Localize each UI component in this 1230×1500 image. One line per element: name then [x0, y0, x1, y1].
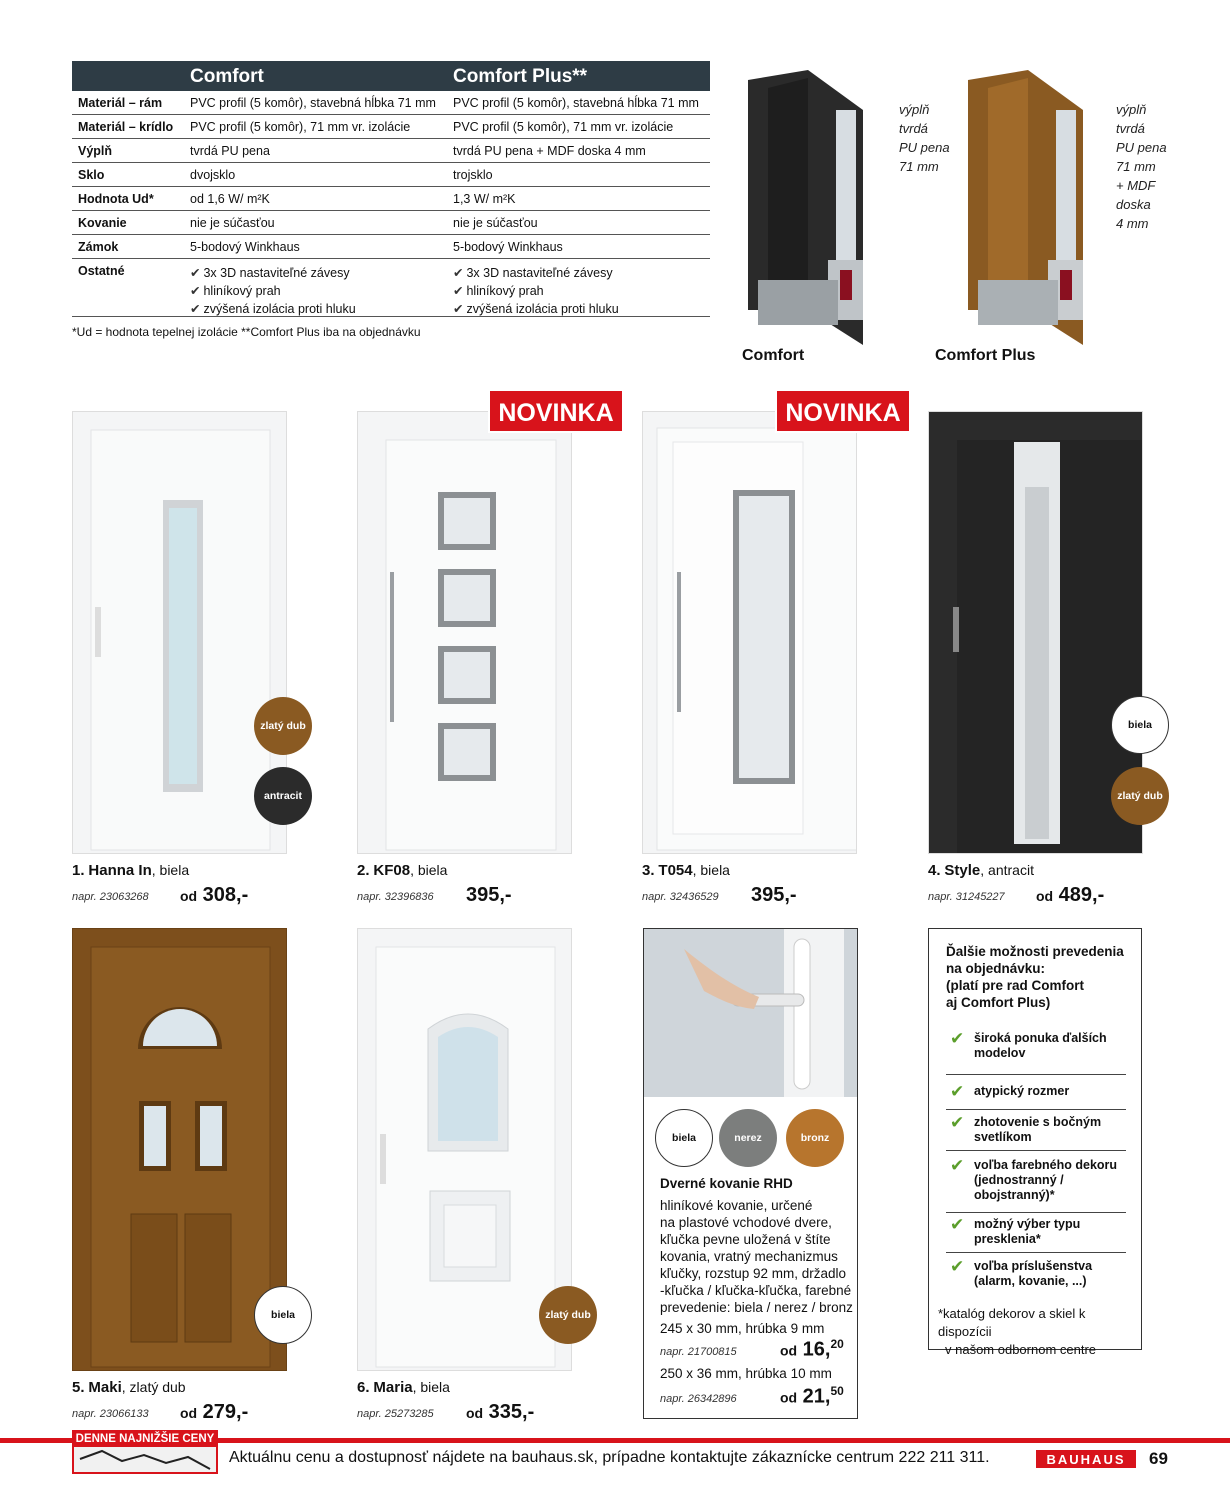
spec-row-label: Sklo: [78, 168, 105, 182]
spec-row: [72, 211, 710, 235]
spec-row: [72, 235, 710, 259]
check-icon: ✔: [190, 266, 201, 280]
spec-footnote: *Ud = hodnota tepelnej izolácie **Comfort Plus iba na objednávku: [72, 325, 421, 339]
other-item: hliníkový prah: [466, 284, 544, 298]
check-icon: ✔: [950, 1257, 965, 1276]
spec-row-label: Kovanie: [78, 216, 127, 230]
other-item: 3x 3D nastaviteľné závesy: [203, 266, 350, 280]
product-name: 3. T054, biela: [642, 862, 730, 879]
option-item: ✔ široká ponuka ďalších modelov: [946, 1031, 1126, 1075]
spec-row: [72, 91, 710, 115]
price: od 16,20: [780, 1337, 844, 1361]
check-icon: ✔: [190, 302, 201, 316]
check-icon: ✔: [190, 284, 201, 298]
spec-row-comfort: PVC profil (5 komôr), 71 mm vr. izolácie: [190, 120, 411, 134]
spec-row-comfort: dvojsklo: [190, 168, 236, 182]
spec-row-comfort: tvrdá PU pena: [190, 144, 270, 158]
swatch-golden-oak: zlatý dub: [254, 697, 312, 755]
spec-row-comfort-plus: trojsklo: [453, 168, 493, 182]
spec-row-comfort: PVC profil (5 komôr), stavebná hĺbka 71 mm: [190, 96, 436, 110]
article-number: napr. 32436529: [642, 891, 719, 903]
article-number: napr. 23063268: [72, 891, 149, 903]
new-badge: NOVINKA: [775, 389, 911, 433]
article-number: napr. 25273285: [357, 1408, 434, 1420]
option-item: ✔ voľba farebného dekoru (jednostranný / obojstranný)*: [946, 1158, 1126, 1213]
spec-table-header: [72, 61, 710, 91]
hardware-photo: [644, 929, 857, 1097]
spec-row-comfort-plus: 5-bodový Winkhaus: [453, 240, 563, 254]
article-number: napr. 23066133: [72, 1408, 149, 1420]
check-icon: ✔: [950, 1029, 965, 1048]
option-item: ✔ atypický rozmer: [946, 1084, 1126, 1110]
bauhaus-logo[interactable]: BAUHAUS: [1036, 1450, 1136, 1468]
comfort-plus-profile-image: [968, 70, 1083, 345]
hardware-variant-2: 250 x 36 mm, hrúbka 10 mm: [660, 1366, 832, 1381]
check-icon: ✔: [453, 284, 464, 298]
other-item: zvýšená izolácia proti hluku: [203, 302, 356, 316]
product-name: 5. Maki, zlatý dub: [72, 1379, 186, 1396]
spec-row-comfort-plus: nie je súčasťou: [453, 216, 538, 230]
hardware-variant-1: 245 x 30 mm, hrúbka 9 mm: [660, 1321, 825, 1336]
spec-row: [72, 163, 710, 187]
option-item: ✔ voľba príslušenstva (alarm, kovanie, ...): [950, 1257, 1093, 1288]
spec-col-comfort-plus: Comfort Plus**: [453, 66, 588, 87]
price: od 308,-: [180, 884, 249, 906]
spec-other-comfort-plus: [453, 264, 619, 318]
check-icon: ✔: [950, 1113, 965, 1132]
option-item: ✔ možný výber typu presklenia*: [946, 1217, 1126, 1253]
door-image-t054: [642, 411, 857, 854]
price: od 279,-: [180, 1401, 249, 1423]
product-name: 6. Maria, biela: [357, 1379, 450, 1396]
swatch-bronze: bronz: [786, 1109, 844, 1167]
page-number: 69: [1149, 1449, 1168, 1468]
options-note: *katalóg dekorov a skiel k dispozícii v našom odbornom centre: [938, 1306, 1097, 1357]
option-item: ✔ zhotovenie s bočným svetlíkom: [946, 1115, 1126, 1151]
door-image-kf08: [357, 411, 572, 854]
spec-row-other: [72, 259, 710, 317]
spec-row-label: Zámok: [78, 240, 119, 254]
check-icon: ✔: [950, 1082, 965, 1101]
spec-row-label: Výplň: [78, 144, 113, 158]
other-item: hliníkový prah: [203, 284, 281, 298]
price: od 21,50: [780, 1384, 844, 1408]
spec-row-label: Materiál – krídlo: [78, 120, 174, 134]
new-badge: NOVINKA: [488, 389, 624, 433]
swatch-anthracite: antracit: [254, 767, 312, 825]
swatch-white: biela: [1111, 696, 1169, 754]
spec-row-label: Materiál – rám: [78, 96, 163, 110]
door-hardware-box: [643, 928, 858, 1419]
price-chart-icon: [74, 1447, 216, 1472]
options-title: Ďalšie možnosti prevedenia na objednávku: (platí pre rad Comfort aj Comfort Plus): [946, 944, 1124, 1010]
spec-row-label: Hodnota Ud*: [78, 192, 154, 206]
comfort-caption: Comfort: [742, 347, 805, 364]
article-number: napr. 21700815: [660, 1346, 737, 1358]
comfort-plus-caption: Comfort Plus: [935, 347, 1036, 364]
comfort-fill-note: výplň tvrdá PU pena 71 mm: [899, 102, 950, 174]
hardware-description: hliníkové kovanie, určené na plastové vchodové dvere, kľučka pevne uložená v štíte kovania, vratný mechanizmus kľučky, rozstup 92 mm, držadlo -kľučka / kľučka-kľučka, farebné prevedenie: biela / nerez / bronz: [660, 1198, 853, 1315]
spec-row-comfort-plus: 1,3 W/ m²K: [453, 192, 516, 206]
swatch-golden-oak: zlatý dub: [1111, 767, 1169, 825]
product-name: 4. Style, antracit: [928, 862, 1034, 879]
door-image-style: [928, 411, 1143, 854]
check-icon: ✔: [950, 1156, 965, 1175]
daily-lowest-prices-label: DENNE NAJNIŽŠIE CENY: [75, 1433, 215, 1445]
article-number: napr. 31245227: [928, 891, 1005, 903]
swatch-golden-oak: zlatý dub: [539, 1286, 597, 1344]
check-icon: ✔: [453, 266, 464, 280]
spec-row: [72, 139, 710, 163]
spec-row-comfort-plus: PVC profil (5 komôr), stavebná hĺbka 71 mm: [453, 96, 699, 110]
product-name: 2. KF08, biela: [357, 862, 448, 879]
check-icon: ✔: [950, 1215, 965, 1234]
spec-row-comfort: 5-bodový Winkhaus: [190, 240, 300, 254]
article-number: napr. 26342896: [660, 1393, 737, 1405]
article-number: napr. 32396836: [357, 891, 434, 903]
spec-row-comfort: nie je súčasťou: [190, 216, 275, 230]
price: od 489,-: [1036, 884, 1105, 906]
more-options-box: [928, 928, 1142, 1357]
spec-table: [72, 61, 710, 317]
spec-row-comfort-plus: PVC profil (5 komôr), 71 mm vr. izolácie: [453, 120, 674, 134]
spec-col-comfort: Comfort: [190, 66, 264, 87]
comfort-plus-fill-note: výplň tvrdá PU pena 71 mm + MDF doska 4 mm: [1116, 102, 1167, 231]
daily-lowest-prices-badge: [72, 1430, 218, 1474]
swatch-stainless: nerez: [719, 1109, 777, 1167]
price: 395,-: [466, 884, 512, 906]
hardware-title: Dverné kovanie RHD: [660, 1176, 793, 1191]
spec-row: [72, 187, 710, 211]
product-name: 1. Hanna In, biela: [72, 862, 190, 879]
price: od 335,-: [466, 1401, 535, 1423]
spec-row-label: Ostatné: [78, 264, 125, 278]
spec-row-comfort: od 1,6 W/ m²K: [190, 192, 270, 206]
swatch-white: biela: [254, 1286, 312, 1344]
swatch-white: biela: [655, 1109, 713, 1167]
other-item: zvýšená izolácia proti hluku: [466, 302, 619, 316]
other-item: 3x 3D nastaviteľné závesy: [466, 266, 613, 280]
spec-row: [72, 115, 710, 139]
spec-other-comfort: [190, 264, 356, 318]
spec-row-comfort-plus: tvrdá PU pena + MDF doska 4 mm: [453, 144, 646, 158]
price: 395,-: [751, 884, 797, 906]
check-icon: ✔: [453, 302, 464, 316]
comfort-profile-image: [748, 70, 863, 345]
footer-info: Aktuálnu cenu a dostupnosť nájdete na bauhaus.sk, prípadne kontaktujte zákaznícke centrum 222 211 311.: [229, 1449, 990, 1466]
